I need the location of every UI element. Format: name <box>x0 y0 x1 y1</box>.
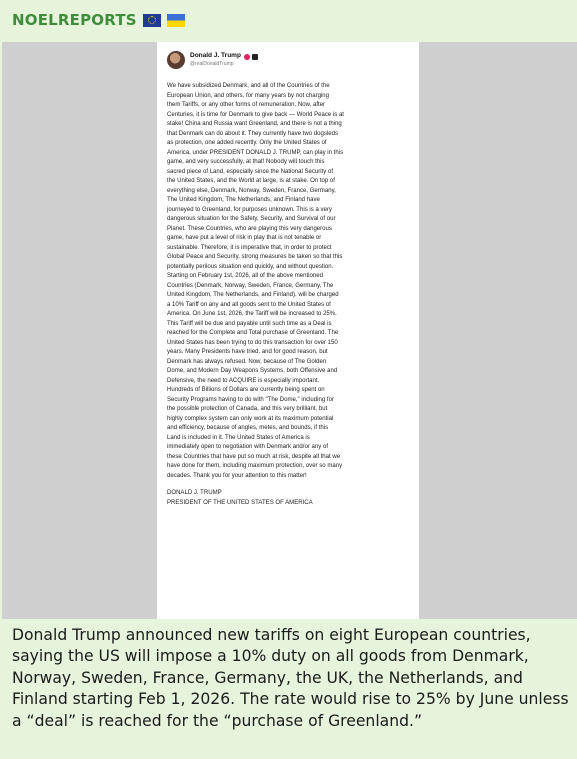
post-signature: DONALD J. TRUMP PRESIDENT OF THE UNITED STATES OF AMERICA <box>167 490 313 506</box>
channel-header <box>0 0 577 40</box>
post-screenshot-image[interactable] <box>2 42 577 619</box>
verified-badge-icon <box>244 54 250 60</box>
ukraine-flag-icon <box>167 14 185 27</box>
author-name: Donald J. Trump <box>190 52 241 60</box>
post-header <box>167 48 411 72</box>
avatar <box>167 51 185 69</box>
truth-social-post-card <box>157 42 419 619</box>
author-row <box>190 53 258 60</box>
follow-icon <box>252 54 258 60</box>
author-block <box>190 53 258 67</box>
post-body-text: We have subsidized Denmark, and all of the Countries of the European Union, and others, for many years by not charging them Tariffs, or any other forms of remuneration. Now, after Centuries, it is time for Denmark to give back — World Peace is at stake! China and Russia want Greenland, and there is not a thing that Denmark can do about it. They currently have two dogsleds as protection, one added recently. Only the United States of America, under PRESIDENT DONALD J. TRUMP, can play in this game, and very successfully, at that! Nobody will touch this sacred piece of Land, especially since the National Security of the United States, and the World at large, is at stake. On top of everything else, Denmark, Norway, Sweden, France, Germany, The United Kingdom, The Netherlands, and Finland have journeyed to Greenland, for purposes unknown. This is a very dangerous situation for the Safety, Security, and Survival of our Planet. These Countries, who are playing this very dangerous game, have put a level of risk in play that is not tenable or sustainable. Therefore, it is imperative that, in order to protect Global Peace and Security, strong measures be taken so that this potentially perilous situation end quickly, and without question. Starting on February 1st, 2026, all of the above mentioned Countries (Denmark, Norway, Sweden, France, Germany, The United Kingdom, The Netherlands, and Finland), will be charged a 10% Tariff on any and all goods sent to the United States of America. On June 1st, 2026, the Tariff will be increased to 25%. This Tariff will be due and payable until such time as a Deal is reached for the Complete and Total purchase of Greenland. The United States has been trying to do this transaction for over 150 years. Many Presidents have tried, and for good reason, but Denmark has always refused. Now, because of The Golden Dome, and Modern Day Weapons Systems, both Offensive and Defensive, the need to ACQUIRE is especially important. Hundreds of Billions of Dollars are currently being spent on Security Programs having to do with "The Dome," including for the possible protection of Canada, and this very brilliant, but highly complex system can only work at its maximum potential and efficiency, because of angles, metes, and bounds, if this Land is included in it. The United States of America is immediately open to negotiation with Denmark and/or any of these Countries that have put so much at risk, despite all that we have done for them, including maximum protection, over so many decades. Thank you for your attention to this matter! <box>167 83 344 479</box>
eu-flag-icon <box>143 14 161 27</box>
author-handle: @realDonaldTrump <box>190 60 234 67</box>
message-caption: Donald Trump announced new tariffs on eight European countries, saying the US will impose a 10% duty on all goods from Denmark, Norway, Sweden, France, Germany, the UK, the Netherlands, and Finland starting Feb 1, 2026. The rate would rise to 25% by June unless a “deal” is reached for the “purchase of Greenland.” <box>12 626 569 730</box>
channel-name[interactable]: NOELREPORTS <box>12 11 137 29</box>
